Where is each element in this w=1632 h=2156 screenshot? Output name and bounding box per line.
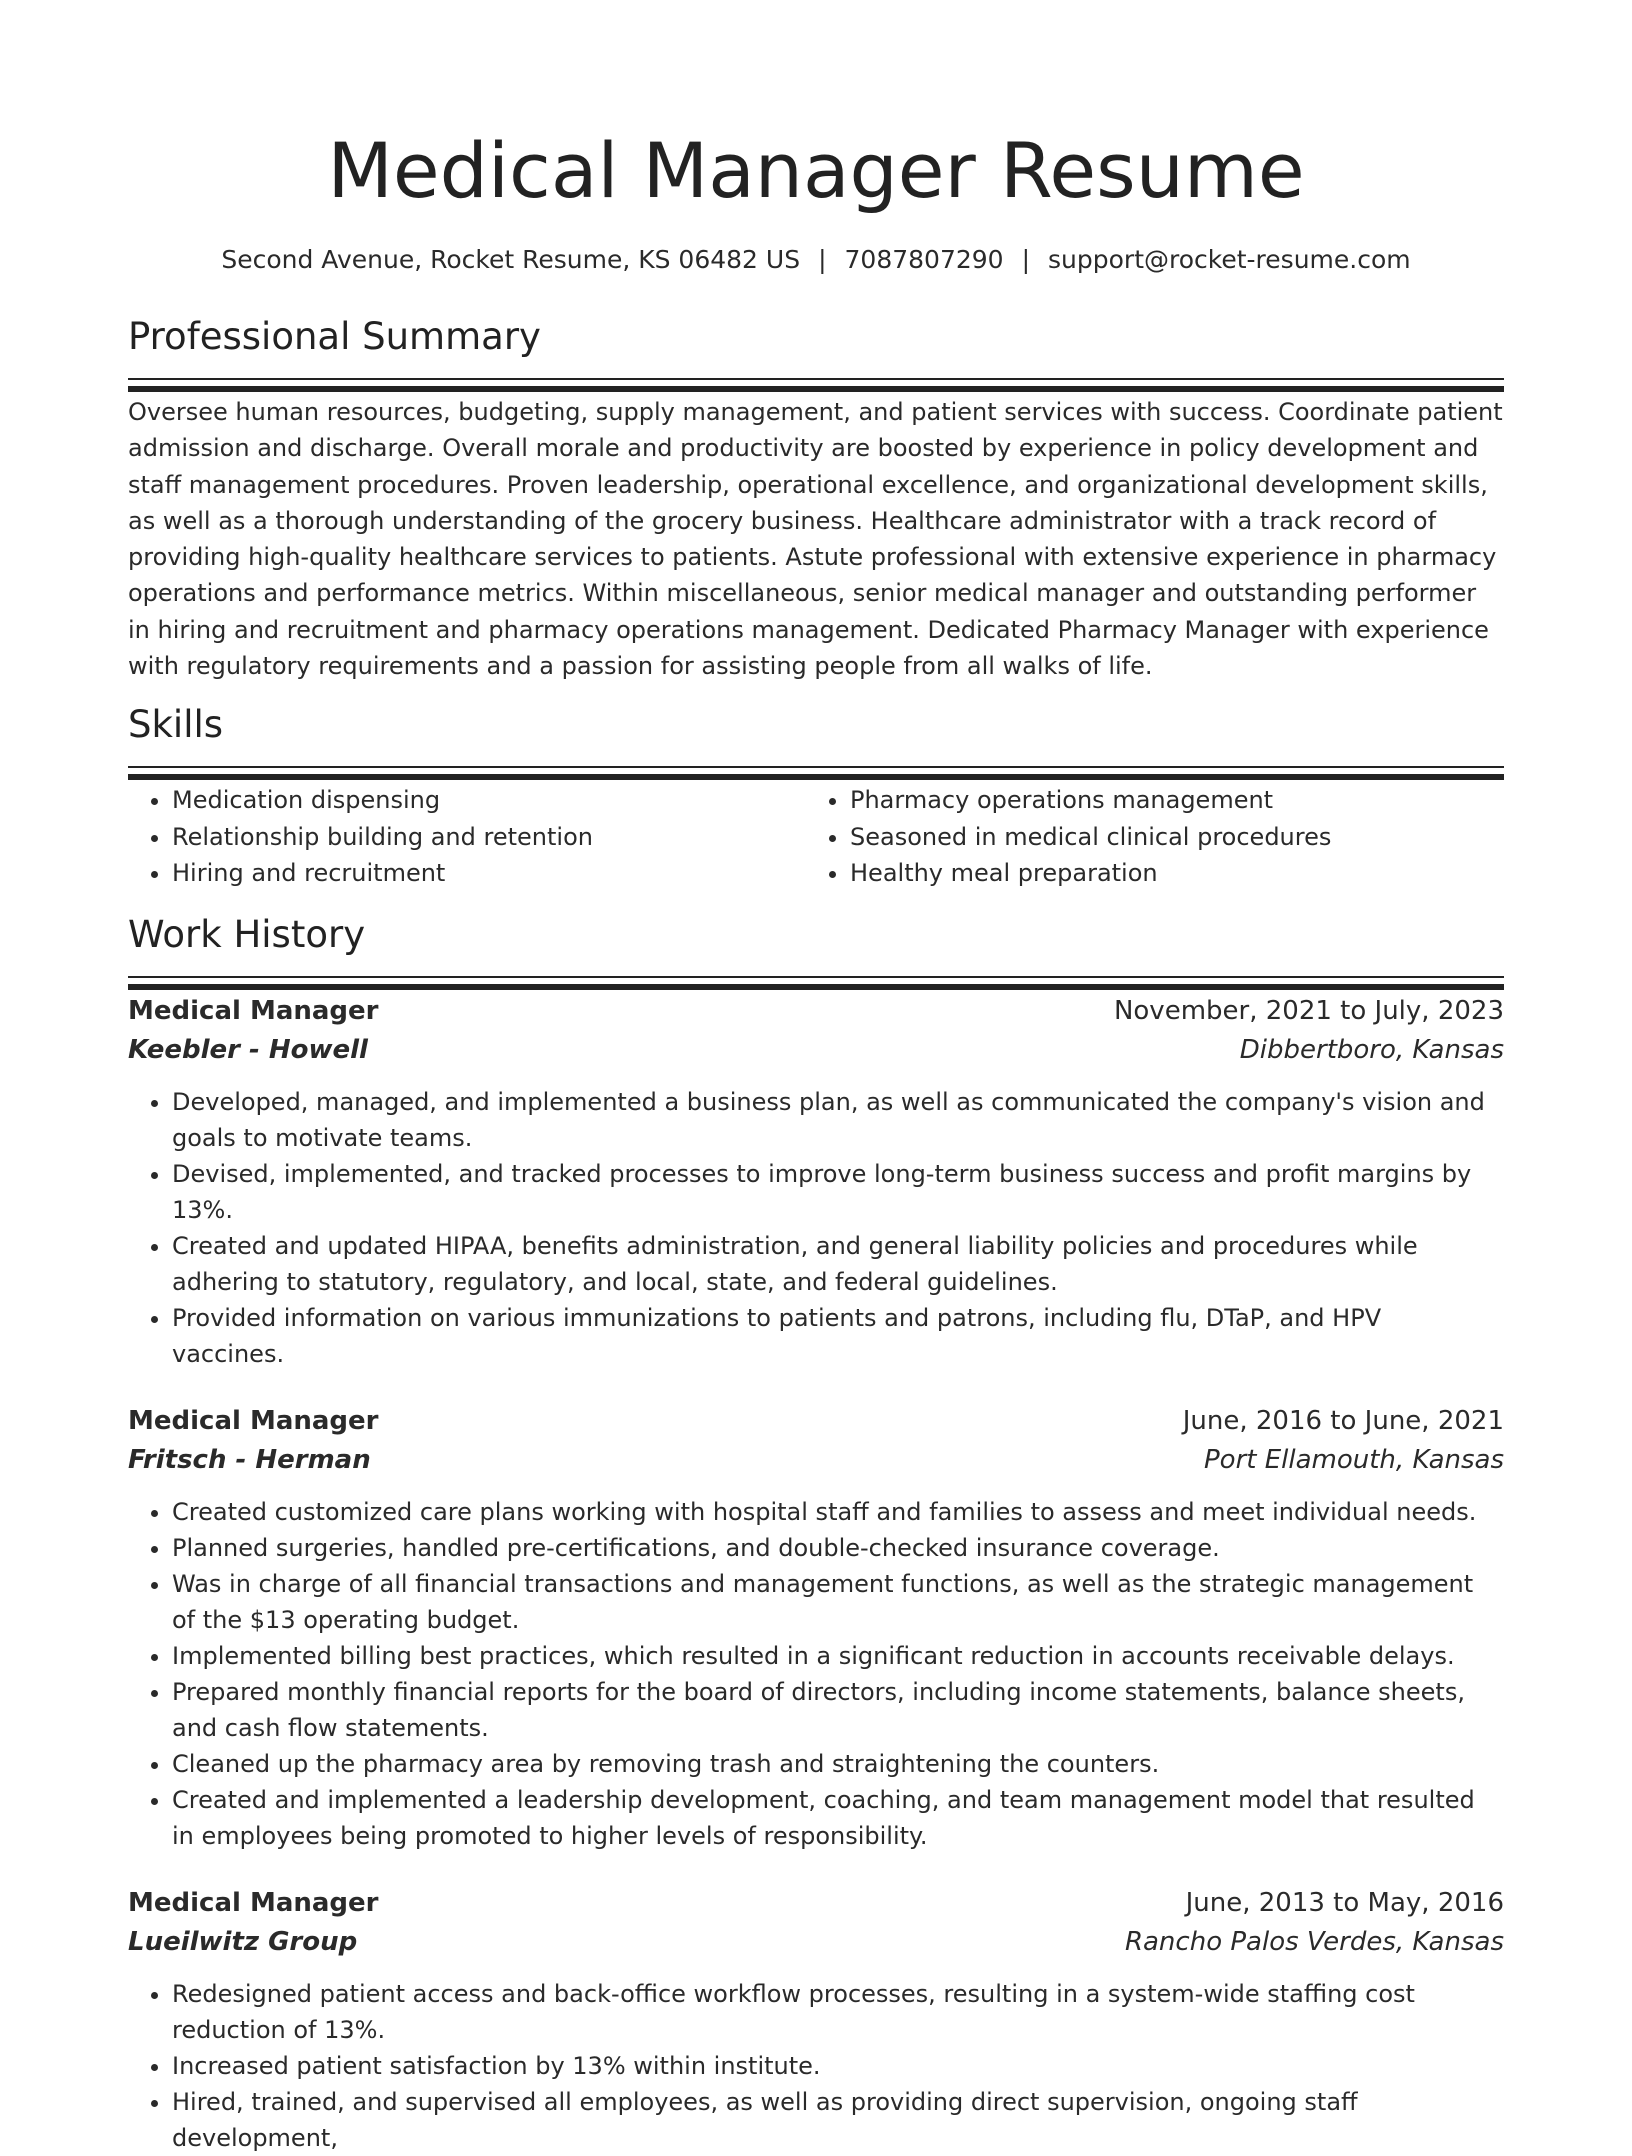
section-heading: Professional Summary — [128, 315, 541, 358]
job-bullet: • Was in charge of all financial transactions and management functions, as well as the strategic management of the $13 operating budget. — [172, 1566, 1504, 1638]
job-header — [128, 1884, 1504, 1923]
skill-item: • Seasoned in medical clinical procedures — [850, 819, 1484, 856]
job-subheader — [128, 1441, 1504, 1480]
section-divider — [128, 976, 1504, 978]
skill-item: • Pharmacy operations management — [850, 782, 1484, 819]
job-dates: June, 2013 to May, 2016 — [1185, 1887, 1504, 1918]
contact-address: Second Avenue, Rocket Resume, KS 06482 US — [221, 245, 801, 274]
skills-column-right — [806, 782, 1484, 892]
skills-list — [128, 782, 1504, 892]
skills-section — [128, 700, 1504, 892]
skill-item: • Medication dispensing — [172, 782, 806, 819]
job-bullet: • Devised, implemented, and tracked processes to improve long-term business success and profit margins by 13%. — [172, 1156, 1504, 1228]
summary-section — [128, 312, 1504, 684]
job-bullet: • Prepared monthly financial reports for the board of directors, including income statements, balance sheets, and cash flow statements. — [172, 1674, 1504, 1746]
job-dates: November, 2021 to July, 2023 — [1113, 995, 1504, 1026]
job-header — [128, 1402, 1504, 1441]
skill-item: • Hiring and recruitment — [172, 855, 806, 892]
job-subheader — [128, 1031, 1504, 1070]
contact-phone: 7087807290 — [844, 245, 1004, 274]
job-location: Port Ellamouth, Kansas — [1203, 1444, 1504, 1475]
section-divider — [128, 378, 1504, 380]
job-bullet: • Created and implemented a leadership development, coaching, and team management model that resulted in employees being promoted to higher levels of responsibility. — [172, 1782, 1504, 1854]
job-bullet: • Created and updated HIPAA, benefits administration, and general liability policies and procedures while adhering to statutory, regulatory, and local, state, and federal guidelines. — [172, 1228, 1504, 1300]
work-history-section — [128, 910, 1504, 2156]
job-company: Fritsch - Herman — [128, 1444, 371, 1475]
job-bullet: • Cleaned up the pharmacy area by removing trash and straightening the counters. — [172, 1746, 1504, 1782]
job-entry — [128, 1884, 1504, 2156]
resume-title: Medical Manager Resume — [327, 126, 1305, 215]
skills-column-left — [128, 782, 806, 892]
job-bullet: • Redesigned patient access and back-office workflow processes, resulting in a system-wide staffing cost reduction of 13%. — [172, 1976, 1504, 2048]
job-bullets — [128, 1976, 1504, 2156]
job-company: Keebler - Howell — [128, 1034, 368, 1065]
section-divider — [128, 766, 1504, 768]
resume-page — [128, 0, 1504, 2156]
job-dates: June, 2016 to June, 2021 — [1182, 1405, 1504, 1436]
section-heading: Work History — [128, 912, 366, 956]
job-title: Medical Manager — [128, 1887, 379, 1918]
skill-item: • Relationship building and retention — [172, 819, 806, 856]
job-bullet: • Increased patient satisfaction by 13% within institute. — [172, 2048, 1504, 2084]
summary-text: Oversee human resources, budgeting, supply management, and patient services with success. Coordinate patient admission and discharge. Overall morale and productivity are boosted by experience in policy development and staff management procedures. Proven leadership, operational excellence, and organizational development skills, as well as a thorough understanding of the grocery business. Healthcare administrator with a track record of providing high-quality healthcare services to patients. Astute professional with extensive experience in pharmacy operations and performance metrics. Within miscellaneous, senior medical manager and outstanding performer in hiring and recruitment and pharmacy operations management. Dedicated Pharmacy Manager with experience with regulatory requirements and a passion for assisting people from all walks of life. — [128, 398, 1503, 681]
job-bullets — [128, 1084, 1504, 1372]
job-bullet: • Provided information on various immunizations to patients and patrons, including flu, DTaP, and HPV vaccines. — [172, 1300, 1504, 1372]
section-heading: Skills — [128, 703, 224, 747]
job-location: Rancho Palos Verdes, Kansas — [1124, 1926, 1504, 1957]
job-bullet: • Implemented billing best practices, which resulted in a significant reduction in accounts receivable delays. — [172, 1638, 1504, 1674]
job-bullet: • Hired, trained, and supervised all employees, as well as providing direct supervision, ongoing staff development, — [172, 2084, 1504, 2156]
job-company: Lueilwitz Group — [128, 1926, 358, 1957]
contact-separator: | — [818, 245, 827, 274]
job-title: Medical Manager — [128, 995, 379, 1026]
job-bullets — [128, 1494, 1504, 1854]
job-bullet: • Created customized care plans working with hospital staff and families to assess and meet individual needs. — [172, 1494, 1504, 1530]
job-subheader — [128, 1923, 1504, 1962]
job-entry — [128, 1402, 1504, 1854]
job-title: Medical Manager — [128, 1405, 379, 1436]
job-location: Dibbertboro, Kansas — [1239, 1034, 1504, 1065]
contact-separator: | — [1021, 245, 1031, 274]
job-bullet: • Developed, managed, and implemented a business plan, as well as communicated the company's vision and goals to motivate teams. — [172, 1084, 1504, 1156]
job-entry — [128, 992, 1504, 1372]
contact-line — [128, 242, 1504, 278]
job-header — [128, 992, 1504, 1031]
job-bullet: • Planned surgeries, handled pre-certifications, and double-checked insurance coverage. — [172, 1530, 1504, 1566]
contact-email: support@rocket-resume.com — [1048, 245, 1411, 274]
skill-item: • Healthy meal preparation — [850, 855, 1484, 892]
